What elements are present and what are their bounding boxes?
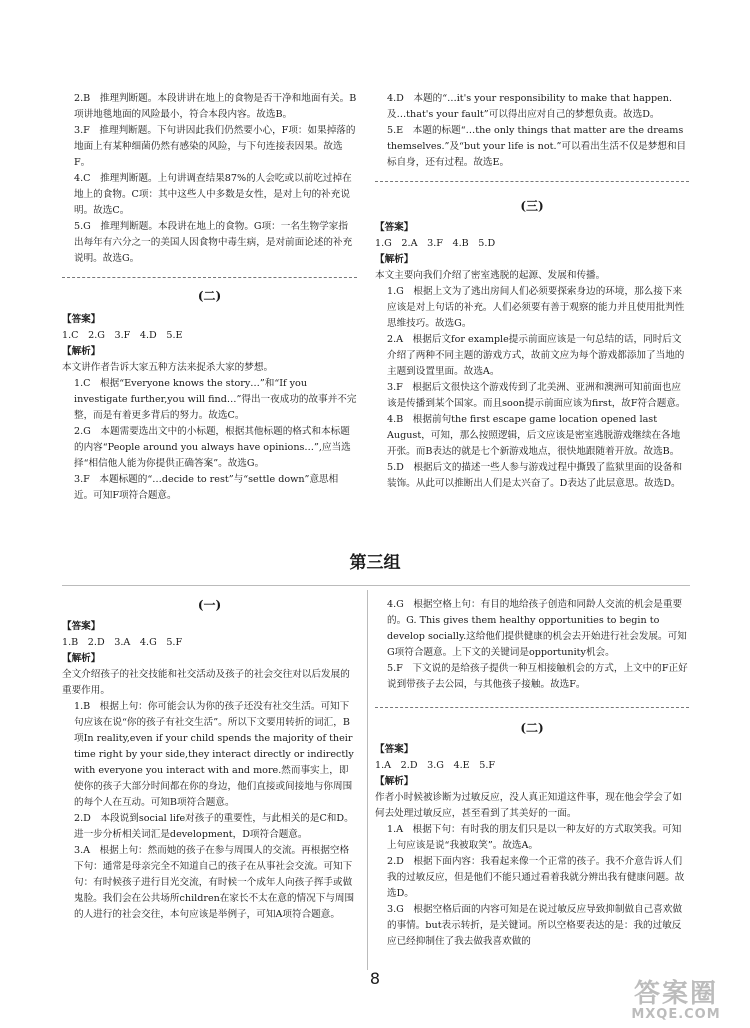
answer-item: 5.D 根据后文的描述一些人参与游戏过程中撕毁了监狱里面的设备和装饰。从此可以推断出人们是太兴奋了。D表达了此层意思。故选D。 bbox=[387, 462, 683, 489]
answer-item: 1.B 根据上句：你可能会认为你的孩子还没有社交生活。可知下句应该在说“你的孩子有社交生活”。所以下文要用转折的词汇，B项In reality,even if your child spends the majority of their time right by your side,they interact directly or indirectly with everyone you interact with and more.然而事实上，即使你的孩子大部分时间都在你的身边，他们直接或间接地与你周围的每个人在互动。可知B项符合题意。 bbox=[74, 701, 354, 808]
answer-item: 1.A 根据下句：有时我的朋友们只是以一种友好的方式取笑我。可知上句应该是说“我被取笑”。故选A。 bbox=[387, 824, 682, 851]
bottom-right-column bbox=[375, 597, 689, 967]
top-right-column bbox=[375, 91, 689, 531]
group-title: 第三组 bbox=[349, 553, 401, 573]
answer-item: 4.G 根据空格上句：有目的地给孩子创造和同龄人交流的机会是重要的。G. This gives them healthy opportunities to begin to develop socially.这给他们提供健康的机会去开始进行社会发展。可知G项符合题意。上下文的关键词是opportunity机会。 bbox=[387, 599, 687, 658]
watermark-url: MXQE.COM bbox=[631, 1007, 721, 1022]
analysis-intro: 本文讲作者告诉大家五种方法来捉杀大家的梦想。 bbox=[62, 362, 274, 373]
answer-item: 5.F 下文说的是给孩子提供一种互相接触机会的方式，上文中的F正好说到带孩子去公园，与其他孩子接触。故选F。 bbox=[387, 663, 688, 690]
answer-keys: 1.A 2.D 3.G 4.E 5.F bbox=[375, 760, 496, 771]
answer-label: 【答案】 bbox=[375, 222, 414, 233]
answer-item: 2.B 推理判断题。本段讲讲在地上的食物是否干净和地面有关。B项讲地毯地面的风险最小，符合本段内容。故选B。 bbox=[74, 93, 357, 120]
section-title: (二) bbox=[520, 721, 544, 735]
answer-item: 3.A 根据上句：然而她的孩子在参与周围人的交流。再根据空格下句：通常是母亲完全不知道自己的孩子在从事社会交流。可知下句：有时候孩子进行目光交流，有时候一个成年人向孩子挥手或做鬼脸。我们会在公共场所children在家长不太在意的情况下与周围的人进行的社会交往，本句应该是举例子，可知A项符合题意。 bbox=[74, 845, 355, 920]
answer-item: 2.D 根据下面内容：我看起来像一个正常的孩子。我不介意告诉人们我的过敏反应，但是他们不能只通过看着我就分辨出我有健康问题。故选D。 bbox=[387, 856, 685, 899]
analysis-label: 【解析】 bbox=[375, 254, 414, 265]
answer-keys: 1.C 2.G 3.F 4.D 5.E bbox=[62, 330, 183, 341]
watermark-text: 答案圈 bbox=[633, 979, 718, 1009]
analysis-label: 【解析】 bbox=[62, 653, 101, 664]
answer-item: 1.G 根据上文为了逃出房间人们必须要探索身边的环境，那么接下来应该是对上句话的补充。人们必须要有善于观察的能力并且使用批判性思维技巧。故选G。 bbox=[387, 286, 685, 329]
top-left-column bbox=[62, 91, 357, 531]
page-number: 8 bbox=[369, 969, 381, 988]
answer-item: 2.D 本段说到social life对孩子的重要性，与此相关的是C和D。进一步分析相关词汇是development，D项符合题意。 bbox=[74, 813, 354, 840]
analysis-label: 【解析】 bbox=[375, 776, 414, 787]
bottom-left-column bbox=[62, 597, 357, 967]
answer-item: 2.A 根据后文for example提示前面应该是一句总结的话，同时后文介绍了两种不同主题的游戏方式，故前文应为每个游戏都添加了当地的主题到设置里面。故选A。 bbox=[387, 334, 685, 377]
answer-item: 1.C 根据“Everyone knows the story…”和“If you investigate further,you will find…”得出一夜成功的故事并不完整，而是有着更多背后的努力。故选C。 bbox=[74, 378, 357, 421]
answer-item: 5.E 本题的标题“…the only things that matter are the dreams themselves.”及“but your life is not.”可以看出生活不仅是梦想和目标自身，还有过程。故选E。 bbox=[387, 125, 687, 168]
answer-item: 3.F 推理判断题。下句讲因此我们仍然要小心，F项：如果掉落的地面上有某种细菌仍然有感染的风险，与下句连接表因果。故选F。 bbox=[74, 125, 356, 168]
answer-keys: 1.G 2.A 3.F 4.B 5.D bbox=[375, 238, 496, 249]
answer-item: 4.D 本题的“…it's your responsibility to make that happen.及…that's your fault”可以得出应对自己的梦想负责。故选D。 bbox=[387, 93, 672, 120]
section-title: (一) bbox=[197, 598, 222, 612]
answer-item: 3.F 根据后文很快这个游戏传到了北美洲、亚洲和澳洲可知前面也应该是传播到某个国家。而且soon提示前面应该为first，故F符合题意。 bbox=[387, 382, 686, 409]
section-title: (二) bbox=[197, 289, 222, 303]
answer-keys: 1.B 2.D 3.A 4.G 5.F bbox=[62, 637, 183, 648]
answer-label: 【答案】 bbox=[62, 621, 101, 632]
answer-item: 5.G 推理判断题。本段讲在地上的食物。G项：一名生物学家指出每年有六分之一的美国人因食物中毒生病，是对前面论述的补充说明。故选G。 bbox=[74, 221, 353, 264]
horizontal-rule bbox=[62, 585, 690, 586]
analysis-label: 【解析】 bbox=[62, 346, 101, 357]
analysis-intro: 本文主要向我们介绍了密室逃脱的起源、发展和传播。 bbox=[375, 270, 606, 281]
answer-item: 4.C 推理判断题。上句讲调查结果87%的人会吃或以前吃过掉在地上的食物。C项：其中这些人中多数是女性，是对上句的补充说明。故选C。 bbox=[74, 173, 352, 216]
answer-label: 【答案】 bbox=[62, 314, 101, 325]
answer-item: 3.G 根据空格后面的内容可知是在说过敏反应导致抑制做自己喜欢做的事情。but表示转折，是关键词。所以空格要表达的是：我的过敏反应已经抑制住了我去做我喜欢做的 bbox=[387, 904, 683, 947]
answer-item: 3.F 本题标题的“…decide to rest”与“settle down”意思相近。可知F项符合题意。 bbox=[74, 474, 339, 501]
analysis-intro: 全文介绍孩子的社交技能和社交活动及孩子的社会交往对以后发展的重要作用。 bbox=[62, 669, 350, 696]
section-title: (三) bbox=[520, 199, 544, 213]
analysis-intro: 作者小时候被诊断为过敏反应，没人真正知道这件事，现在他会学会了如何去处理过敏反应，甚至看到了其美好的一面。 bbox=[375, 792, 682, 819]
column-divider bbox=[367, 590, 368, 970]
answer-label: 【答案】 bbox=[375, 744, 414, 755]
answer-item: 2.G 本题需要选出文中的小标题，根据其他标题的格式和本标题的内容“People around you always have opinions…”,应当选择“相信他人能为你提供正确答案”。故选G。 bbox=[74, 426, 351, 469]
answer-item: 4.B 根据前句the first escape game location opened last August，可知，那么按照逻辑，后文应该是密室逃脱游戏继续在各地开张。而B表达的就是七个新游戏地点，很快地跟随着开放。故选B。 bbox=[387, 414, 681, 457]
watermark-logo bbox=[612, 980, 740, 1024]
